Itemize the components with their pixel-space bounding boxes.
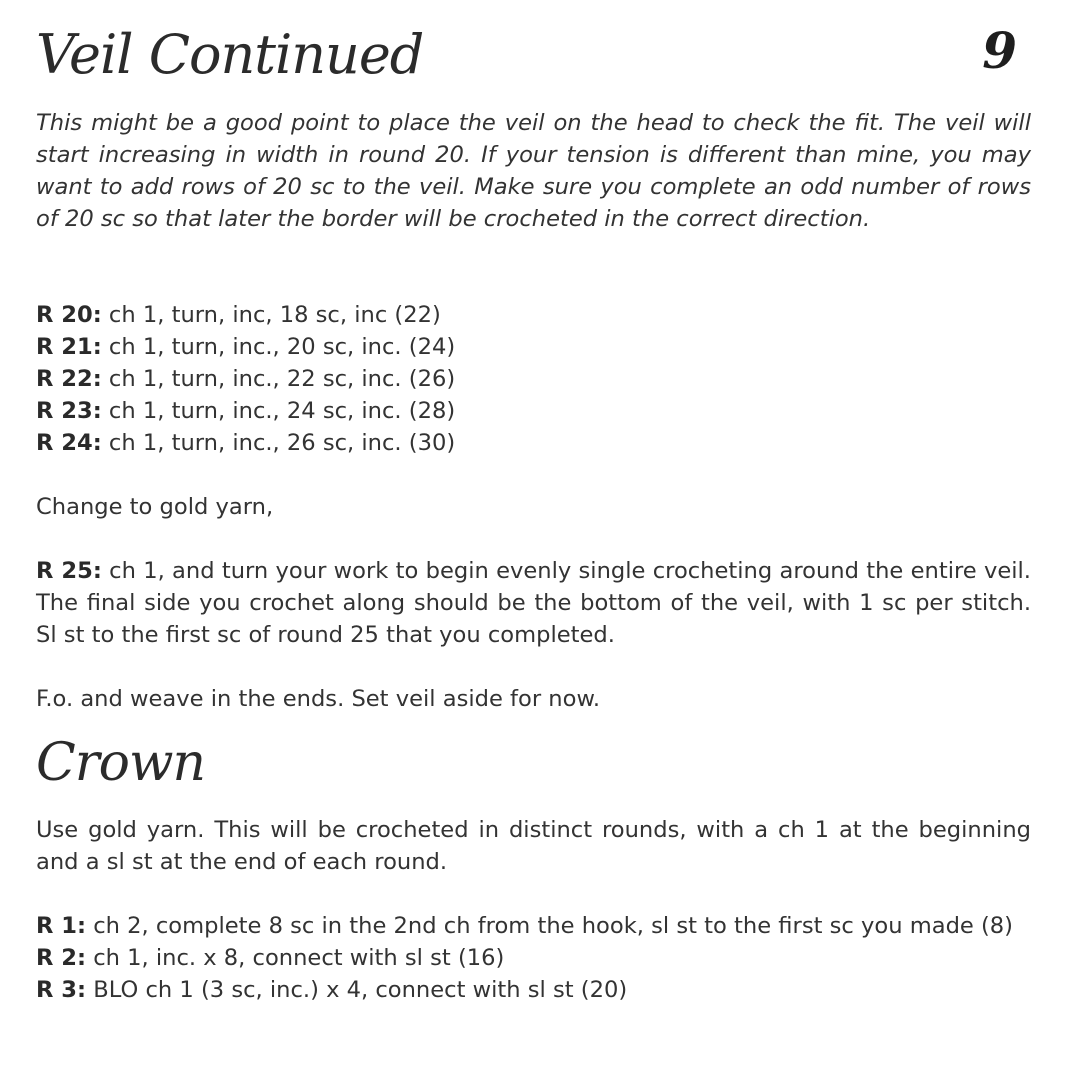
round-text: ch 2, complete 8 sc in the 2nd ch from the hook, sl st to the first sc you made (8) — [86, 913, 1013, 939]
round-text: ch 1, turn, inc., 20 sc, inc. (24) — [101, 334, 456, 360]
veil-intro-paragraph: This might be a good point to place the veil on the head to check the fit. The veil will start increasing in width in round 20. If your tension is different than mine, you may want to add rows of 20 sc to the veil. Make sure you complete an odd number of rows of 20 sc so that later the border will be crocheted in the correct direction. — [36, 110, 1031, 232]
round-label: R 24: — [36, 430, 102, 456]
crown-rounds-list — [36, 910, 1031, 1006]
veil-continued-heading: Veil Continued — [36, 23, 424, 86]
page-number: 9 — [982, 21, 1017, 80]
round-label: R 21: — [36, 334, 102, 360]
round-line — [36, 395, 1031, 427]
round-text: ch 1, turn, inc., 22 sc, inc. (26) — [101, 366, 456, 392]
crown-intro-paragraph: Use gold yarn. This will be crocheted in distinct rounds, with a ch 1 at the beginning and a sl st at the end of each round. — [36, 817, 1031, 875]
round-text: ch 1, inc. x 8, connect with sl st (16) — [86, 945, 505, 971]
round-line — [36, 910, 1031, 942]
round-line — [36, 363, 1031, 395]
round-line — [36, 427, 1031, 459]
crown-heading: Crown — [36, 733, 205, 793]
round-label: R 25: — [36, 558, 102, 584]
round-label: R 3: — [36, 977, 87, 1003]
round-line — [36, 942, 1031, 974]
round-label: R 20: — [36, 302, 102, 328]
finish-note: F.o. and weave in the ends. Set veil aside for now. — [36, 686, 601, 712]
round-line — [36, 974, 1031, 1006]
round-label: R 2: — [36, 945, 87, 971]
round-text: BLO ch 1 (3 sc, inc.) x 4, connect with sl st (20) — [86, 977, 628, 1003]
round-label: R 22: — [36, 366, 102, 392]
round-label: R 23: — [36, 398, 102, 424]
round-text: ch 1, turn, inc, 18 sc, inc (22) — [101, 302, 441, 328]
round-label: R 1: — [36, 913, 87, 939]
round-line — [36, 331, 1031, 363]
round-line — [36, 299, 1031, 331]
round-text: ch 1, turn, inc., 24 sc, inc. (28) — [101, 398, 456, 424]
round-text: ch 1, and turn your work to begin evenly single crocheting around the entire veil. The final side you crochet along should be the bottom of the veil, with 1 sc per stitch. Sl st to the first sc of round 25 that you completed. — [36, 558, 1031, 648]
veil-rounds-list — [36, 299, 1031, 459]
round-25-paragraph — [36, 555, 1031, 651]
round-text: ch 1, turn, inc., 26 sc, inc. (30) — [101, 430, 456, 456]
change-yarn-note: Change to gold yarn, — [36, 494, 274, 520]
